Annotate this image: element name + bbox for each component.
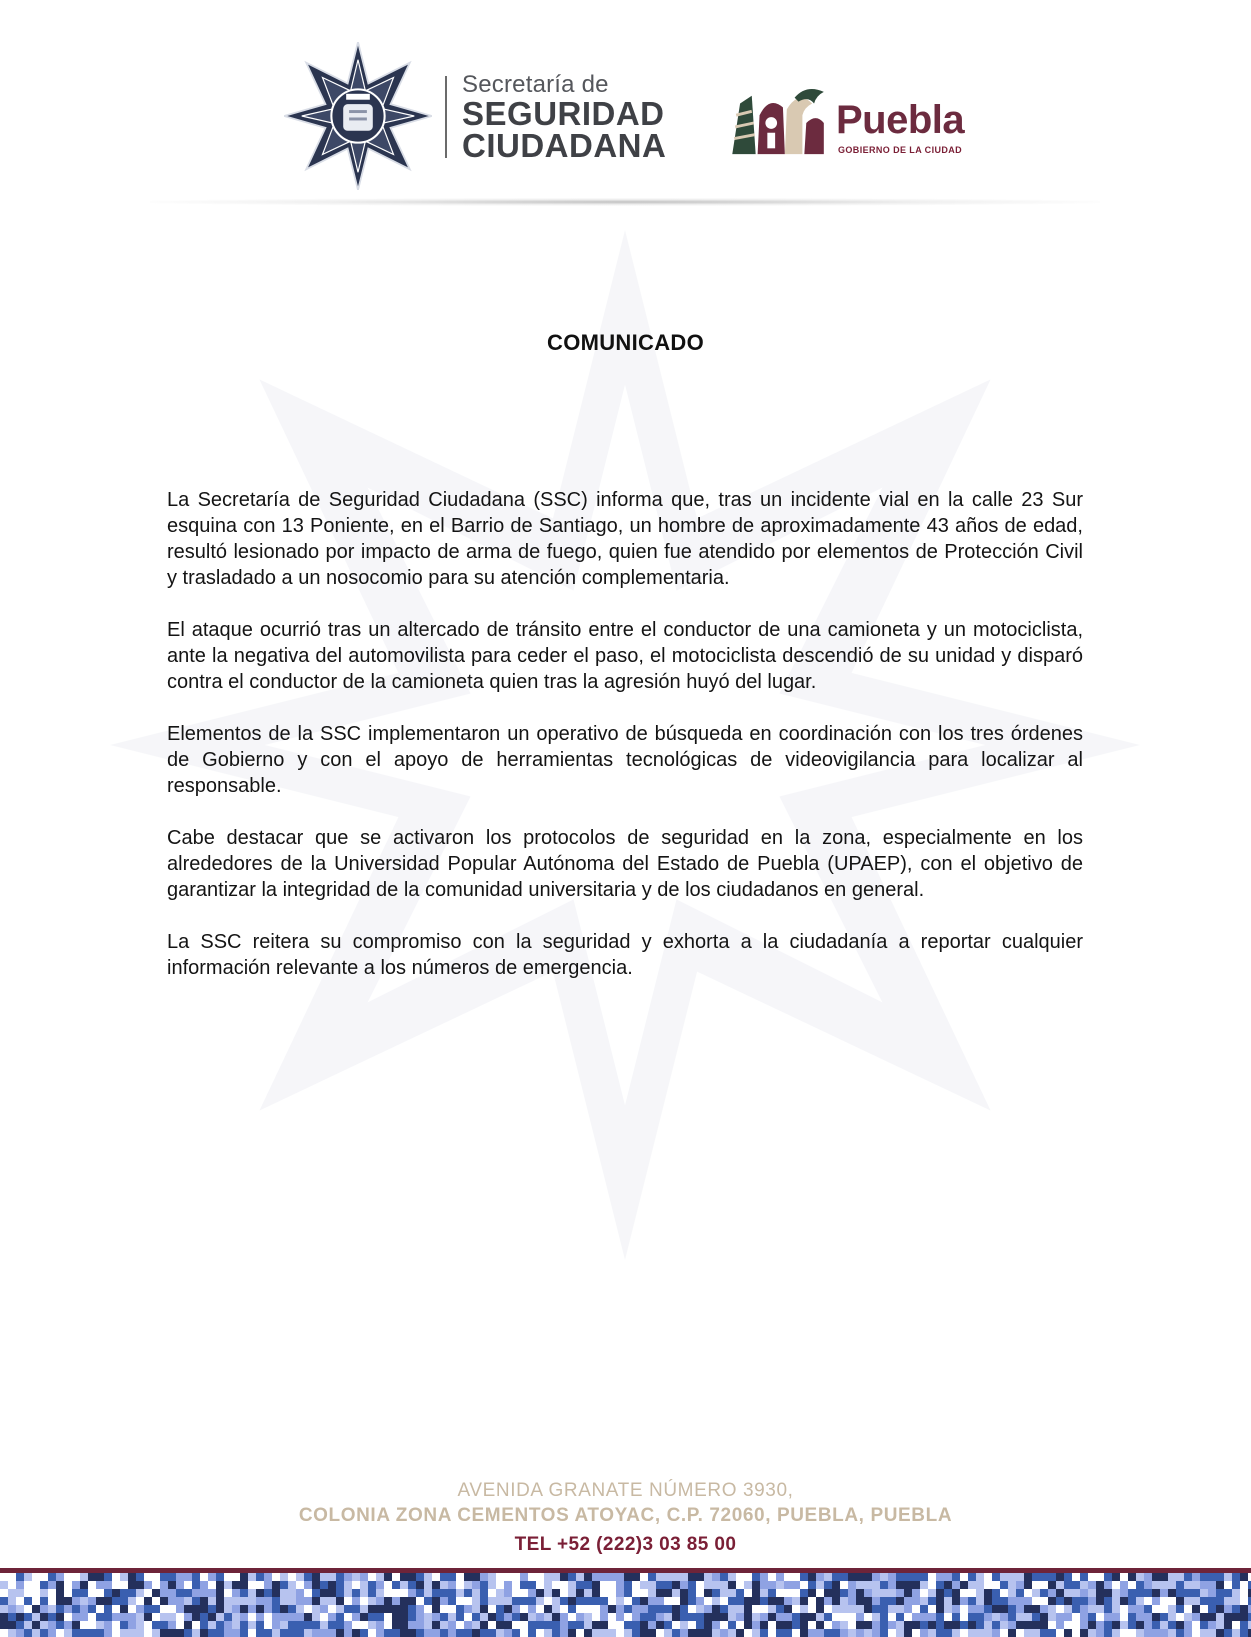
paragraph: Cabe destacar que se activaron los protocolos de seguridad en la zona, especialmente en los alrededores de la Universidad Popular Autónoma del Estado de Puebla (UPAEP), con el objetivo de garantizar la integridad de la comunidad universitaria y de los ciudadanos en general.: [167, 827, 1083, 901]
address-line2: COLONIA ZONA CEMENTOS ATOYAC, C.P. 72060, PUEBLA, PUEBLA: [298, 1505, 953, 1526]
paragraph: La Secretaría de Seguridad Ciudadana (SSC) informa que, tras un incidente vial en la calle 23 Sur esquina con 13 Poniente, en el Barrio de Santiago, un hombre de aproximadamente 43 años de edad, resultó lesionado por impacto de arma de fuego, quien fue atendido por elementos de Protección Civil y trasladado a un nosocomio para su atención complementaria.: [167, 489, 1083, 589]
decorative-pattern-band: [0, 1573, 1251, 1637]
city-name: Puebla: [836, 98, 965, 142]
address-line1: AVENIDA GRANATE NÚMERO 3930,: [457, 1480, 794, 1501]
police-star-badge-icon: [284, 42, 432, 190]
footer-contact: [0, 1478, 1251, 1560]
agency-name-line1: Secretaría de: [462, 71, 609, 98]
puebla-city-emblem-icon: [726, 86, 834, 160]
agency-name-line2: SEGURIDAD: [462, 95, 665, 132]
phone-number: TEL +52 (222)3 03 85 00: [514, 1534, 737, 1555]
header-shadow: [150, 198, 1100, 206]
letterhead: [0, 0, 1251, 205]
document-body: [167, 487, 1083, 1007]
paragraph: La SSC reitera su compromiso con la seguridad y exhorta a la ciudadanía a reportar cualquier información relevante a los números de emergencia.: [167, 931, 1083, 979]
agency-name-line3: CIUDADANA: [462, 127, 667, 164]
document-title: COMUNICADO: [547, 330, 704, 355]
paragraph: El ataque ocurrió tras un altercado de tránsito entre el conductor de una camioneta y un motociclista, ante la negativa del automovilista para ceder el paso, el motociclista descendió de su unidad y disparó contra el conductor de la camioneta quien tras la agresión huyó del lugar.: [167, 619, 1083, 693]
city-subtitle: GOBIERNO DE LA CIUDAD: [838, 145, 963, 155]
header-divider: [445, 76, 447, 158]
paragraph: Elementos de la SSC implementaron un operativo de búsqueda en coordinación con los tres órdenes de Gobierno y con el apoyo de herramientas tecnológicas de videovigilancia para localizar al responsable.: [167, 723, 1083, 797]
agency-wordmark: [462, 72, 722, 162]
